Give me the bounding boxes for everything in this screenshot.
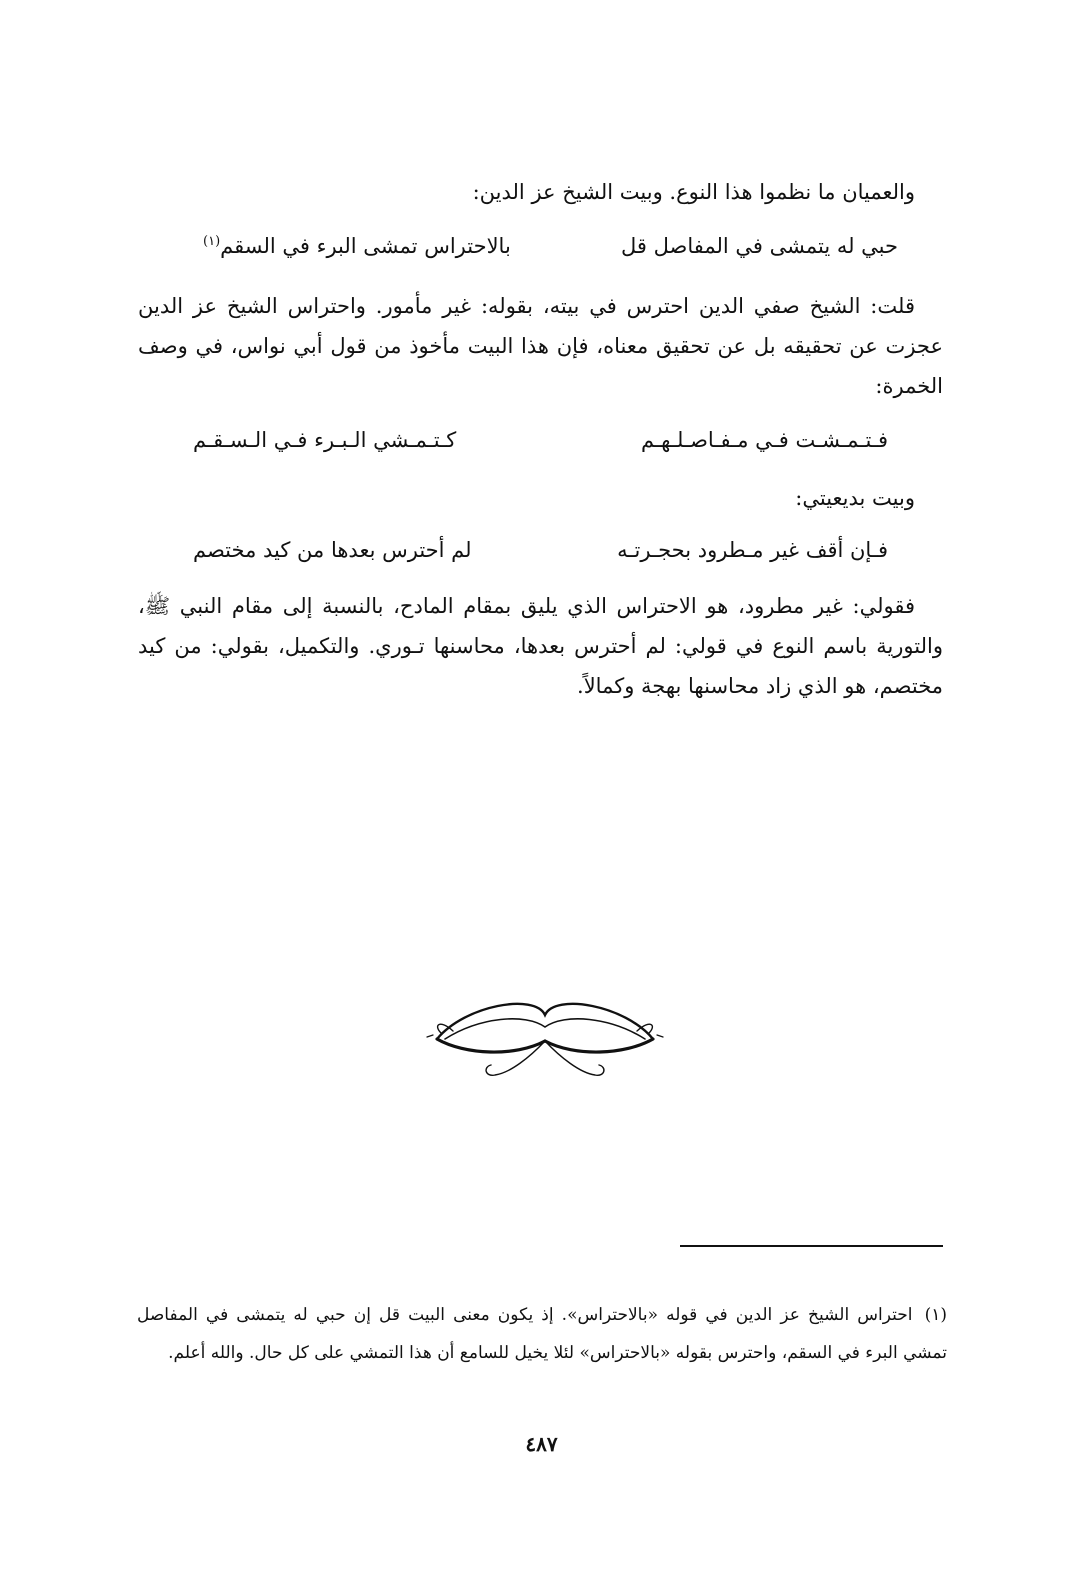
footnote-text: احتراس الشيخ عز الدين في قوله «بالاحتراس». إذ يكون معنى البيت قل إن حبي له يتمشى في المفاصل تمشي البرء في السقم، واحترس بقوله «بالاحتراس» لئلا يخيل للسامع أن هذا التمشي على كل حال. والله أعلم. [137, 1305, 947, 1363]
footnote-number: (١) [924, 1305, 948, 1325]
footnote-separator [680, 1245, 943, 1247]
footnote-reference[interactable]: (١) [203, 234, 221, 249]
verse-3-first-hemistich: فـإن أقف غير مـطرود بحجـرتـه [617, 538, 888, 562]
verse-1-second-hemistich-text: بالاحتراس تمشى البرء في السقم [220, 234, 511, 258]
body-text-bottom [138, 586, 943, 706]
footnote-1 [137, 1296, 947, 1372]
page-number: ٤٨٧ [525, 1432, 558, 1456]
verse-2-second-hemistich: كـتـمـشي الـبـرء فـي الـسـقـم [193, 428, 457, 452]
intro-line: والعميان ما نظموا هذا النوع. وبيت الشيخ عز الدين: [472, 180, 915, 204]
verse-2-first-hemistich: فـتـمـشـت فـي مـفـاصـلـهـم [641, 428, 888, 452]
body-text-top [138, 172, 943, 212]
paragraph-2: قلت: الشيخ صفي الدين احترس في بيته، بقوله: غير مأمور. واحتراس الشيخ عز الدين عجزت عن تحقيقه بل عن تحقيق معناه، فإن هذا البيت مأخوذ من قول أبي نواس، في وصف الخمرة: [138, 294, 943, 398]
verse-1-second-hemistich [203, 226, 511, 266]
verse-1-first-hemistich: حبي له يتمشى في المفاصل قل [620, 234, 898, 258]
flourish-ornament-icon [425, 995, 665, 1087]
body-text-lead [138, 478, 943, 518]
verse-3-second-hemistich: لم أحترس بعدها من كيد مختصم [193, 538, 472, 562]
paragraph-3: فقولي: غير مطرود، هو الاحتراس الذي يليق بمقام المادح، بالنسبة إلى مقام النبي ﷺ، والتورية باسم النوع في قولي: لم أحترس بعدها، محاسنها تـوري. والتكميل، بقولي: من كيد مختصم، هو الذي زاد محاسنها بهجة وكمالاً. [138, 594, 943, 698]
body-text-middle [138, 286, 943, 406]
lead-in-line: وبيت بديعيتي: [795, 486, 915, 510]
